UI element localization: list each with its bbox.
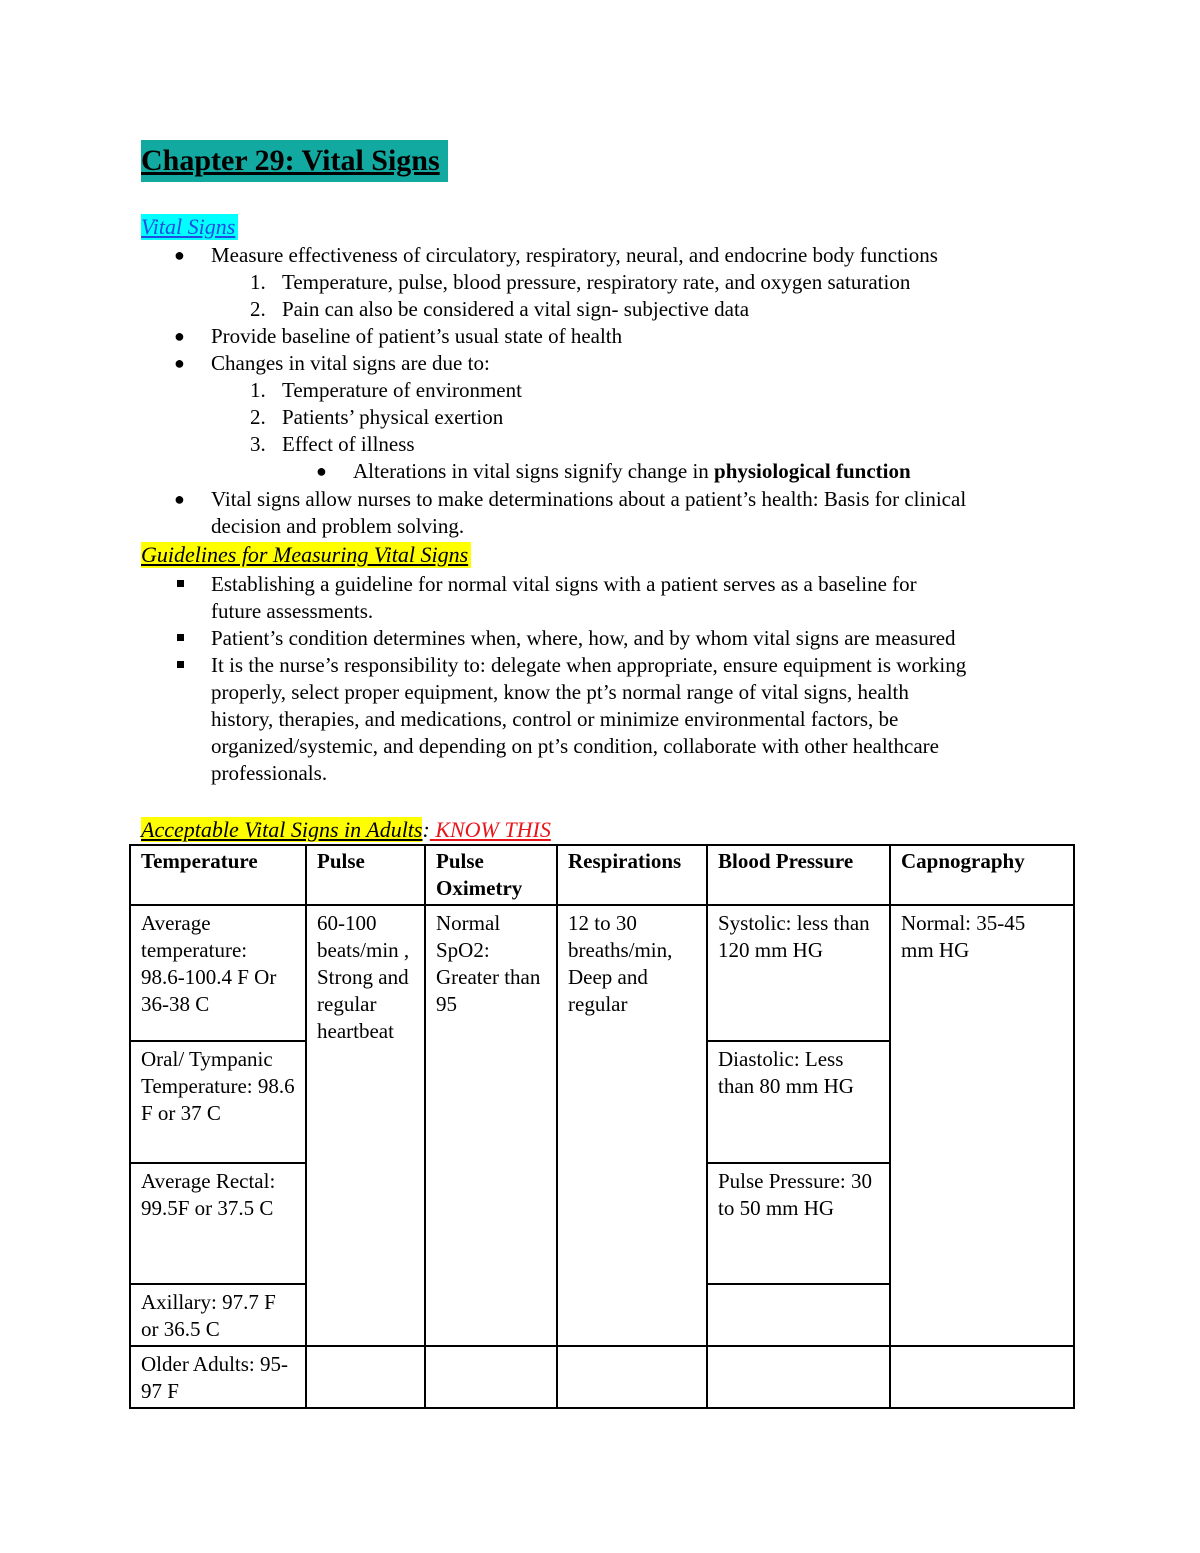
vital-signs-bullet-4: Vital signs allow nurses to make determinations about a patient’s health: Basis for clinical [211, 487, 967, 511]
table-row [130, 905, 1074, 1041]
list-number: 2. [250, 405, 266, 429]
column-header: Pulse [306, 845, 425, 905]
guideline-2: Patient’s condition determines when, where, how, and by whom vital signs are measured [211, 626, 956, 650]
guideline-3-line: professionals. [211, 761, 328, 785]
blood-pressure-cell: Pulse Pressure: 30 to 50 mm HG [707, 1163, 890, 1284]
temperature-cell: Average temperature: 98.6-100.4 F Or 36-38 C [130, 905, 306, 1041]
table-row [130, 1346, 1074, 1408]
column-header: Pulse Oximetry [425, 845, 557, 905]
list-number: 1. [250, 378, 266, 402]
list-item: Pain can also be considered a vital sign- subjective data [282, 297, 750, 321]
blood-pressure-cell [707, 1284, 890, 1346]
vital-signs-heading: Vital Signs [141, 214, 238, 240]
vital-signs-bullet-1: Measure effectiveness of circulatory, respiratory, neural, and endocrine body functions [211, 243, 938, 267]
blood-pressure-cell: Diastolic: Less than 80 mm HG [707, 1041, 890, 1163]
square-bullet-icon [177, 634, 184, 641]
temperature-cell: Axillary: 97.7 F or 36.5 C [130, 1284, 306, 1346]
guideline-3-line: history, therapies, and medications, control or minimize environmental factors, be [211, 707, 899, 731]
bullet-icon: ● [174, 353, 185, 373]
column-header: Capnography [890, 845, 1074, 905]
vital-signs-bullet-2: Provide baseline of patient’s usual state of health [211, 324, 623, 348]
temperature-cell: Average Rectal: 99.5F or 37.5 C [130, 1163, 306, 1284]
empty-cell [306, 1346, 425, 1408]
temperature-cell: Oral/ Tympanic Temperature: 98.6 F or 37 C [130, 1041, 306, 1163]
vital-signs-bullet-4-cont: decision and problem solving. [211, 514, 465, 538]
vital-signs-table [129, 844, 1075, 1409]
list-item: Temperature, pulse, blood pressure, respiratory rate, and oxygen saturation [282, 270, 911, 294]
table-header-row [130, 845, 1074, 905]
blood-pressure-cell: Systolic: less than 120 mm HG [707, 905, 890, 1041]
pulse-cell: 60-100 beats/min , Strong and regular heartbeat [306, 905, 425, 1346]
guideline-1-cont: future assessments. [211, 599, 374, 623]
bullet-icon: ● [174, 245, 185, 265]
respirations-cell: 12 to 30 breaths/min, Deep and regular [557, 905, 707, 1346]
list-number: 3. [250, 432, 266, 456]
guideline-3-line: organized/systemic, and depending on pt’s condition, collaborate with other healthcare [211, 734, 939, 758]
sub-bullet: Alterations in vital signs signify change in physiological function [353, 459, 911, 483]
bullet-icon: ● [316, 461, 327, 481]
table-heading: Acceptable Vital Signs in Adults: KNOW THIS [141, 817, 551, 842]
column-header: Blood Pressure [707, 845, 890, 905]
list-number: 1. [250, 270, 266, 294]
list-item: Effect of illness [282, 432, 415, 456]
square-bullet-icon [177, 661, 184, 668]
list-number: 2. [250, 297, 266, 321]
empty-cell [890, 1346, 1074, 1408]
empty-cell [707, 1346, 890, 1408]
list-item: Patients’ physical exertion [282, 405, 504, 429]
empty-cell [557, 1346, 707, 1408]
pulse-oximetry-cell: Normal SpO2: Greater than 95 [425, 905, 557, 1346]
bullet-icon: ● [174, 489, 185, 509]
list-item: Temperature of environment [282, 378, 522, 402]
vital-signs-bullet-3: Changes in vital signs are due to: [211, 351, 490, 375]
capnography-cell: Normal: 35-45 mm HG [890, 905, 1074, 1346]
guidelines-heading: Guidelines for Measuring Vital Signs [141, 542, 471, 568]
empty-cell [425, 1346, 557, 1408]
guideline-3-line: It is the nurse’s responsibility to: delegate when appropriate, ensure equipment is working [211, 653, 967, 677]
bullet-icon: ● [174, 326, 185, 346]
square-bullet-icon [177, 580, 184, 587]
page-title: Chapter 29: Vital Signs [141, 140, 448, 182]
temperature-cell: Older Adults: 95-97 F [130, 1346, 306, 1408]
guideline-1: Establishing a guideline for normal vital signs with a patient serves as a baseline for [211, 572, 917, 596]
guideline-3-line: properly, select proper equipment, know the pt’s normal range of vital signs, health [211, 680, 909, 704]
column-header: Temperature [130, 845, 306, 905]
column-header: Respirations [557, 845, 707, 905]
